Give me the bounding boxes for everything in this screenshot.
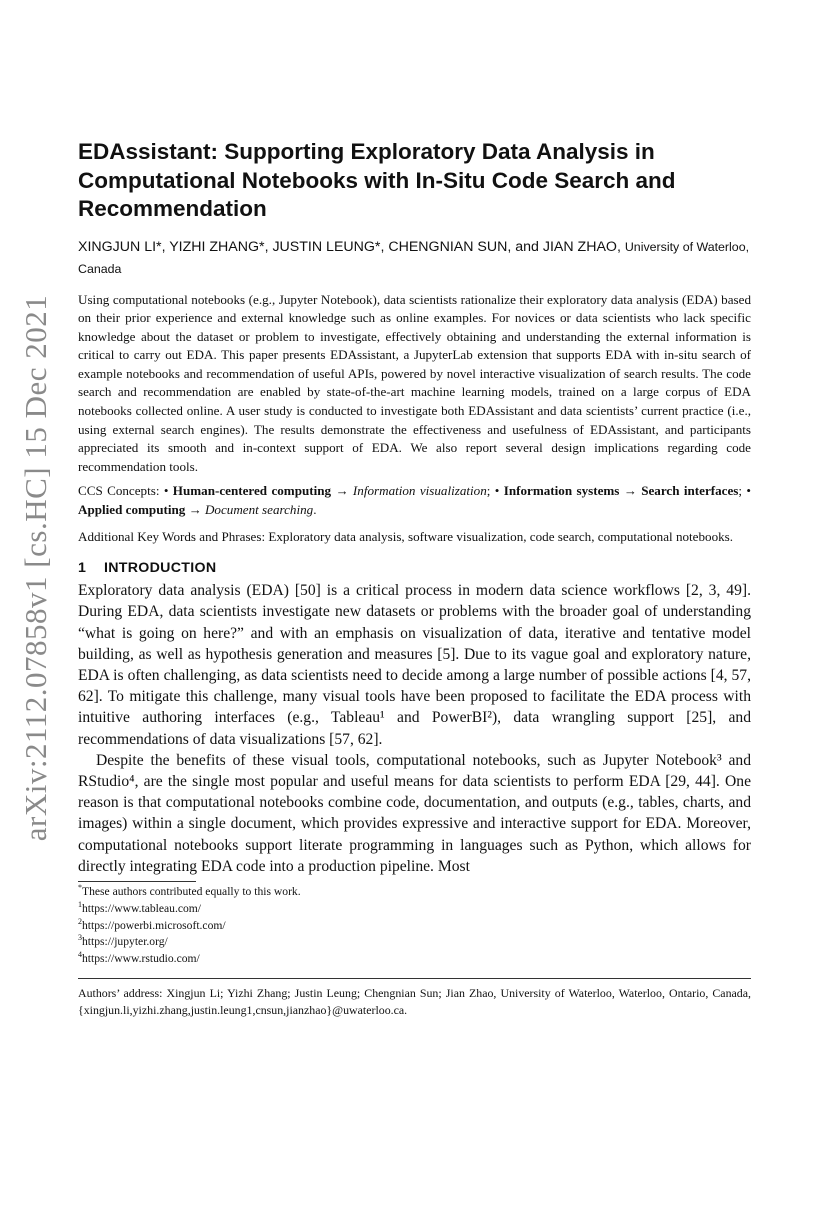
footnotes [78,884,751,968]
footnote [78,884,751,901]
footnote-link[interactable]: https://jupyter.org/ [82,935,168,949]
ccs-concept-2: Information systems [503,483,620,499]
arxiv-identifier-text: arXiv:2112.07858v1 [cs.HC] 15 Dec 2021 [18,294,54,842]
ccs-concepts [78,482,751,519]
keywords: Additional Key Words and Phrases: Exploratory data analysis, software visualization, code search, computational notebooks. [78,528,734,544]
ccs-arrow: → [619,483,642,499]
footnote [78,934,751,951]
author-names: XINGJUN LI*, YIZHI ZHANG*, JUSTIN LEUNG*, CHENGNIAN SUN, and JIAN ZHAO, [78,238,621,255]
author-list [78,236,751,280]
ccs-concept-2-sub: Search interfaces [641,483,739,499]
ccs-concept-3-sub: Document searching [204,502,314,518]
footnote [78,918,751,935]
ccs-arrow: → [185,502,205,518]
section-title: INTRODUCTION [104,560,217,577]
ccs-prefix: CCS Concepts: • [78,483,169,499]
ccs-end: . [313,502,317,518]
paper-title: EDAssistant: Supporting Exploratory Data Analysis in Computational Notebooks with In-Situ Code Search and Recommendation [78,139,676,221]
paper-page [78,138,751,1020]
footnote-mark: 4 [78,950,82,960]
ccs-concept-1-sub: Information visualization [352,483,487,499]
footnote [78,951,751,968]
author-affiliation: University of Waterloo, Canada [78,239,750,276]
footnote-mark: 2 [78,916,82,926]
footnote-text: These authors contributed equally to this work. [82,885,301,899]
footnote-link[interactable]: https://powerbi.microsoft.com/ [82,918,226,932]
intro-paragraph-1: Exploratory data analysis (EDA) [50] is a critical process in modern data science workflows [2, 3, 49]. During EDA, data scientists investigate new datasets or problems with the broader goal of understanding “what is going on here?” and with an emphasis on visualization of data, iterative and tentative model building, as well as hypothesis generation and measures [5]. Due to its vague goal and exploratory nature, EDA is often challenging, as data scientists need to decide among a large number of possible actions [4, 57, 62]. To mitigate this challenge, many visual tools have been proposed to facilitate the EDA process with intuitive authoring interfaces (e.g., Tableau¹ and PowerBI²), data wrangling support [25], and recommendations of data visualizations [57, 62]. [78,582,751,748]
footnote-link[interactable]: https://www.rstudio.com/ [82,952,200,966]
authors-address: Authors’ address: Xingjun Li; Yizhi Zhang; Justin Leung; Chengnian Sun; Jian Zhao, University of Waterloo, Waterloo, Ontario, Canada, {xingjun.li,yizhi.zhang,justin.leung1,cnsun,jianzhao}@uwaterloo.ca. [78,986,751,1018]
arxiv-identifier [14,238,58,898]
ccs-concept-3: Applied computing [78,502,186,518]
abstract: Using computational notebooks (e.g., Jupyter Notebook), data scientists rationalize their exploratory data analysis (EDA) based on their prior experience and external knowledge such as online examples. For novices or data scientists who lack specific knowledge about the dataset or problem to investigate, effectively obtaining and understanding the external information is critical to carry out EDA. This paper presents EDAssistant, a JupyterLab extension that supports EDA with in-situ search of example notebooks and recommendation of useful APIs, powered by novel interactive visualization of search results. The code search and recommendation are enabled by state-of-the-art machine learning models, trained on a large corpus of EDA notebooks collected online. A user study is conducted to investigate both EDAssistant and data scientists’ current practice (i.e., using external search engines). The results demonstrate the effectiveness and usefulness of EDAssistant, and participants appreciated its smooth and in-context support of EDA. We also report several design implications regarding code recommendation tools. [78,291,751,474]
intro-paragraph-2: Despite the benefits of these visual tools, computational notebooks, such as Jupyter Notebook³ and RStudio⁴, are the single most popular and useful means for data scientists to perform EDA [29, 44]. One reason is that computational notebooks combine code, documentation, and outputs (e.g., tables, charts, and images) within a single document, which provides expressive and interactive support for EDA. Moreover, computational notebooks support literate programming in languages such as Python, which allows for directly integrating EDA code into a production pipeline. Most [78,751,751,875]
section-heading [78,558,751,578]
address-divider [78,978,751,979]
footnote-mark: 3 [78,933,82,943]
ccs-separator: ; • [486,483,500,499]
footnote-link[interactable]: https://www.tableau.com/ [82,901,202,915]
section-number: 1 [78,560,87,577]
ccs-arrow: → [331,483,353,499]
footnote-mark: 1 [78,900,82,909]
ccs-separator: ; • [738,483,751,499]
ccs-concept-1: Human-centered computing [172,483,332,499]
footnote-divider [78,881,196,882]
footnote-mark: * [78,883,82,893]
footnote [78,901,751,918]
